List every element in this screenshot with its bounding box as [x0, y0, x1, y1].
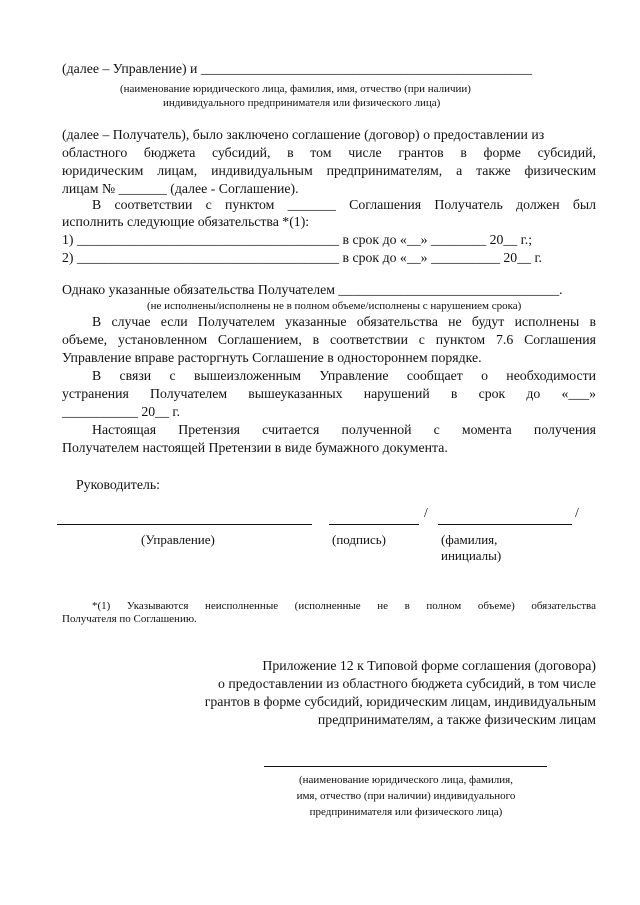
signature-slash: /: [575, 505, 579, 520]
signature-slash: /: [424, 505, 428, 520]
status-line: Однако указанные обязательства Получателем ________________________________.: [62, 282, 563, 297]
signature-line: [329, 524, 419, 525]
agreement-paragraph-line: областного бюджета субсидий, в том числе грантов в форме субсидий,: [62, 145, 596, 160]
termination-paragraph-line: Управление вправе расторгнуть Соглашение в одностороннем порядке.: [62, 350, 482, 365]
recipient-name-note-cont: индивидуального предпринимателя или физического лица): [163, 97, 441, 109]
receipt-paragraph-line: Получателем настоящей Претензии в виде бумажного документа.: [62, 440, 448, 455]
signature-label: (подпись): [332, 532, 386, 547]
name-signature-line: [438, 524, 572, 525]
obligation-item-1: 1) ______________________________________ в срок до «__» ________ 20__ г.;: [62, 232, 533, 247]
appendix-title-line: грантов в форме субсидий, юридическим лицам, индивидуальным: [204, 694, 596, 709]
termination-paragraph-line: объеме, установленном Соглашением, в соответствии с пунктом 7.6 Соглашения: [62, 332, 596, 347]
appendix-title-line: предпринимателям, а также физическим лицам: [317, 712, 596, 727]
remedy-paragraph-line: В связи с вышеизложенным Управление сообщает о необходимости: [92, 368, 596, 383]
agreement-paragraph-line: лицам № _______ (далее - Соглашение).: [62, 181, 299, 196]
status-note: (не исполнены/исполнены не в полном объеме/исполнены с нарушением срока): [147, 300, 522, 312]
obligations-intro-line: исполнить следующие обязательства *(1):: [62, 214, 310, 229]
remedy-paragraph-line: устранения Получателем вышеуказанных нарушений в срок до «___»: [62, 386, 596, 401]
remedy-paragraph-line: ___________ 20__ г.: [62, 404, 180, 419]
appendix-title-line: о предоставлении из областного бюджета субсидий, в том числе: [217, 676, 596, 691]
name-label-cont: инициалы): [441, 548, 502, 563]
intro-line: (далее – Управление) и ________________________________________________: [62, 61, 532, 76]
appendix-title-line: Приложение 12 к Типовой форме соглашения (договора): [262, 658, 596, 673]
footnote-line: *(1) Указываются неисполненные (исполненные не в полном объеме) обязательства: [92, 600, 596, 612]
recipient-note-line: имя, отчество (при наличии) индивидуального: [296, 790, 516, 802]
recipient-name-line: [264, 766, 547, 767]
signature-heading: Руководитель:: [76, 477, 160, 492]
footnote-line: Получателя по Соглашению.: [62, 613, 197, 625]
obligations-intro-line: В соответствии с пунктом _______ Соглашения Получатель должен был: [92, 197, 596, 212]
organization-signature-line: [57, 524, 312, 525]
agreement-paragraph-line: (далее – Получатель), было заключено соглашение (договор) о предоставлении из: [62, 127, 545, 142]
recipient-note-line: (наименование юридического лица, фамилия,: [298, 774, 513, 786]
recipient-note-line: предпринимателя или физического лица): [309, 806, 503, 818]
obligation-item-2: 2) ______________________________________ в срок до «__» __________ 20__ г.: [62, 250, 543, 265]
termination-paragraph-line: В случае если Получателем указанные обязательства не будут исполнены в: [92, 314, 596, 329]
organization-label: (Управление): [141, 532, 215, 547]
name-label: (фамилия,: [441, 532, 498, 547]
receipt-paragraph-line: Настоящая Претензия считается полученной с момента получения: [92, 422, 596, 437]
agreement-paragraph-line: юридическим лицам, индивидуальным предпринимателям, а также физическим: [62, 163, 596, 178]
recipient-name-note: (наименование юридического лица, фамилия, имя, отчество (при наличии): [120, 83, 471, 95]
